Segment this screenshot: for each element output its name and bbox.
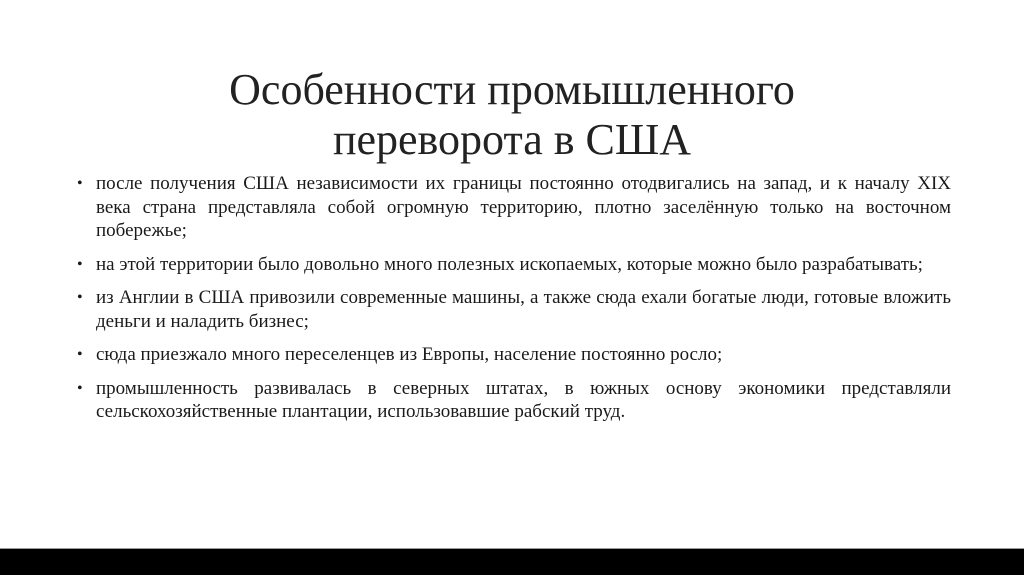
bullet-dot-icon: • (77, 255, 83, 273)
bullet-item (75, 377, 951, 424)
bullet-item (75, 253, 951, 277)
bullet-item (75, 172, 951, 243)
bullet-text: из Англии в США привозили современные машины, а также сюда ехали богатые люди, готовые вложить деньги и наладить бизнес; (96, 287, 951, 332)
bullet-text: на этой территории было довольно много полезных ископаемых, которые можно было разрабатывать; (96, 253, 923, 275)
slide-title-line-1: Особенности промышленного (229, 65, 795, 115)
bullet-text: сюда приезжало много переселенцев из Европы, население постоянно росло; (96, 344, 723, 365)
bullet-dot-icon: • (77, 175, 83, 192)
bullet-dot-icon: • (77, 379, 83, 397)
slide-title-line-2: переворота в США (332, 115, 692, 165)
bottom-black-bar (0, 548, 1024, 575)
bullet-list (75, 172, 951, 434)
bullet-item (75, 286, 951, 333)
bullet-dot-icon: • (77, 289, 83, 306)
bullet-text: после получения США независимости их границы постоянно отодвигались на запад, и к началу XIX века страна представляла собой огромную территорию, плотно заселённую только на восточном побережье; (96, 173, 951, 241)
bullet-item (75, 343, 951, 367)
slide-title (0, 65, 1024, 165)
bullet-text: промышленность развивалась в северных штатах, в южных основу экономики представляли сельскохозяйственные плантации, использовавшие рабский труд. (96, 377, 951, 422)
bullet-dot-icon: • (77, 346, 83, 363)
